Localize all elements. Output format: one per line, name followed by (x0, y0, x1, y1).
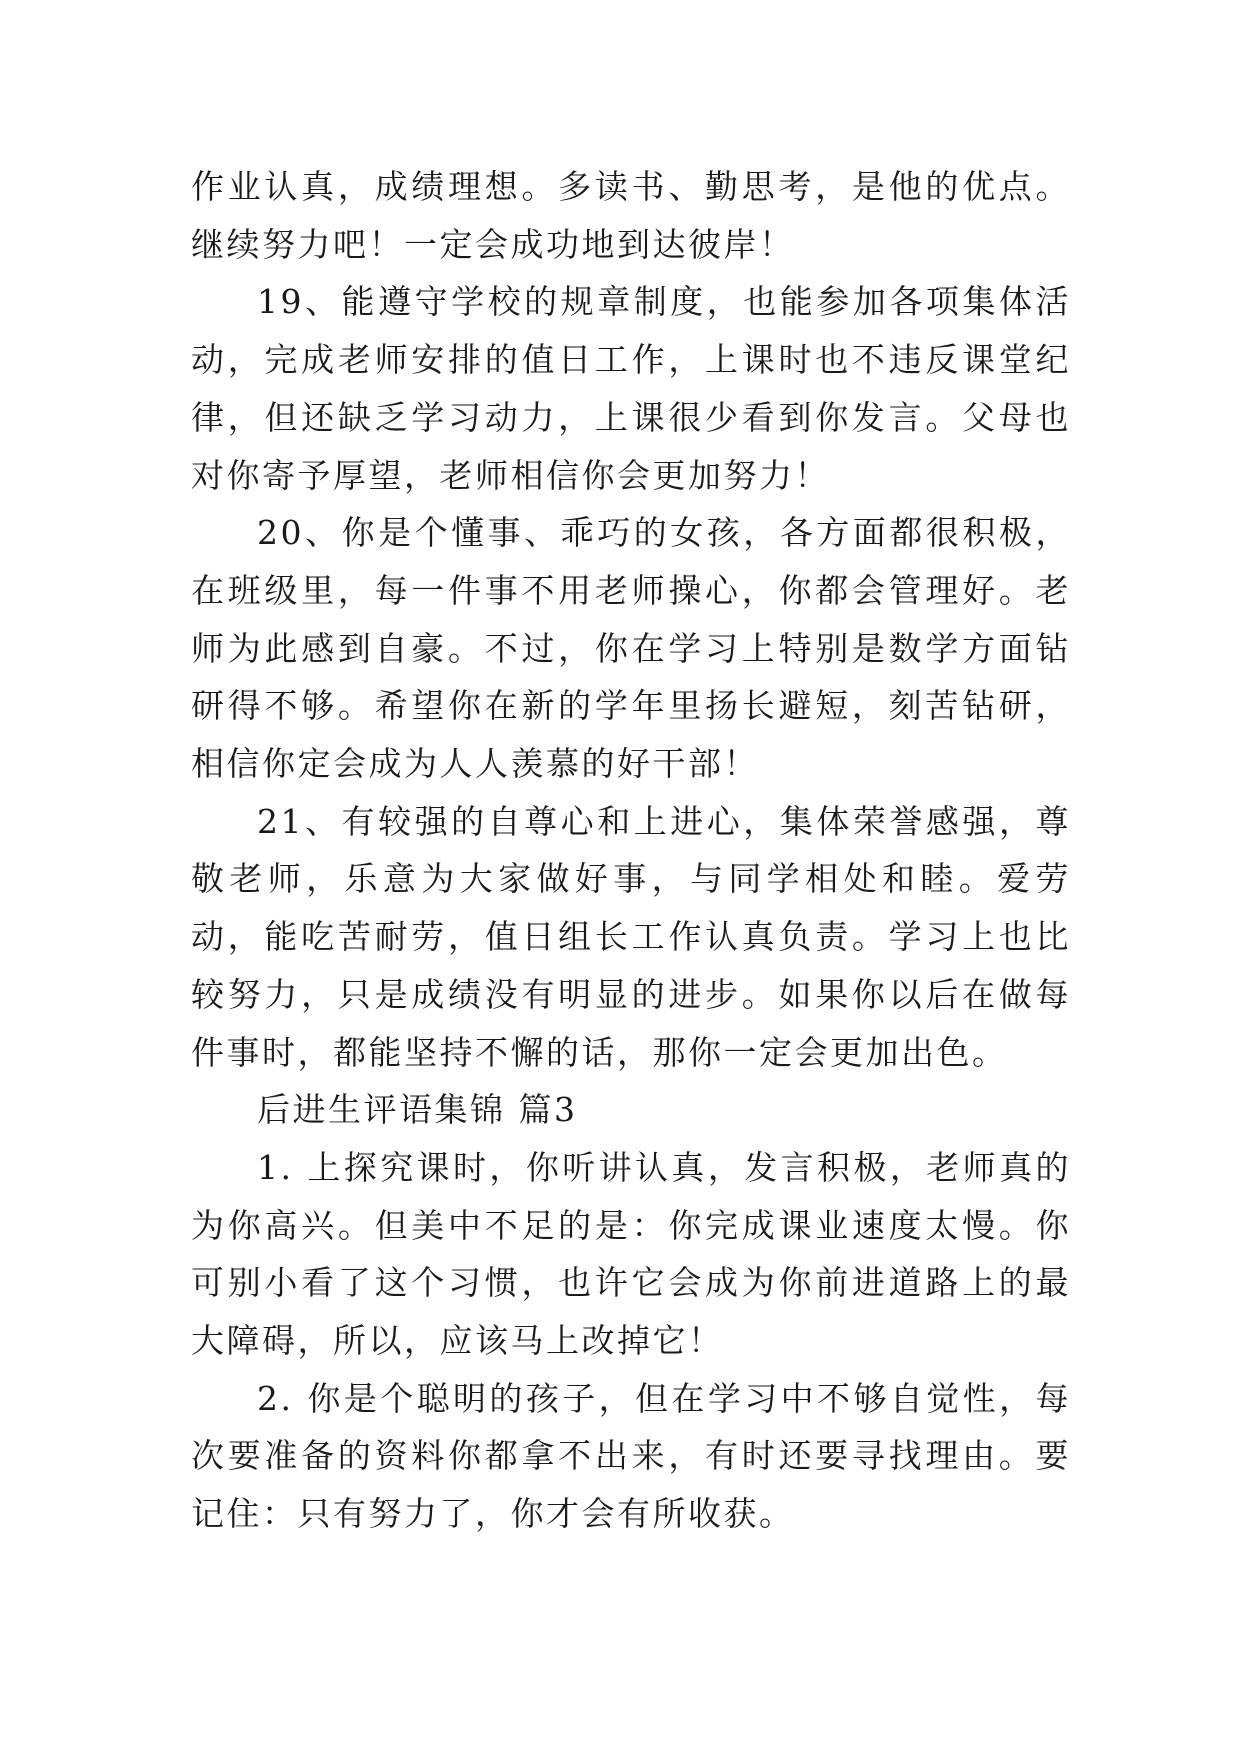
section-heading: 后进生评语集锦 篇3 (257, 1090, 578, 1130)
paragraph-comment-1: 1. 上探究课时，你听讲认真，发言积极，老师真的为你高兴。但美中不足的是：你完成课业速度太慢。你可别小看了这个习惯，也许它会成为你前进道路上的最大障碍，所以，应该马上改掉它！ (191, 1147, 1071, 1361)
document-body (191, 158, 1071, 1543)
paragraph-comment-2: 2. 你是个聪明的孩子，但在学习中不够自觉性，每次要准备的资料你都拿不出来，有时还要寻找理由。要记住：只有努力了，你才会有所收获。 (191, 1378, 1071, 1534)
paragraph-comment-20: 20、你是个懂事、乖巧的女孩，各方面都很积极，在班级里，每一件事不用老师操心，你都会管理好。老师为此感到自豪。不过，你在学习上特别是数学方面钻研得不够。希望你在新的学年里扬长避短，刻苦钻研，相信你定会成为人人羡慕的好干部！ (191, 513, 1071, 784)
paragraph-comment-19: 19、能遵守学校的规章制度，也能参加各项集体活动，完成老师安排的值日工作，上课时也不违反课堂纪律，但还缺乏学习动力，上课很少看到你发言。父母也对你寄予厚望，老师相信你会更加努力！ (191, 282, 1071, 495)
paragraph-comment-21: 21、有较强的自尊心和上进心，集体荣誉感强，尊敬老师，乐意为大家做好事，与同学相处和睦。爱劳动，能吃苦耐劳，值日组长工作认真负责。学习上也比较努力，只是成绩没有明显的进步。如果你以后在做每件事时，都能坚持不懈的话，那你一定会更加出色。 (191, 801, 1071, 1072)
paragraph-comment-18-continued: 作业认真，成绩理想。多读书、勤思考，是他的优点。继续努力吧！一定会成功地到达彼岸！ (191, 167, 1071, 264)
